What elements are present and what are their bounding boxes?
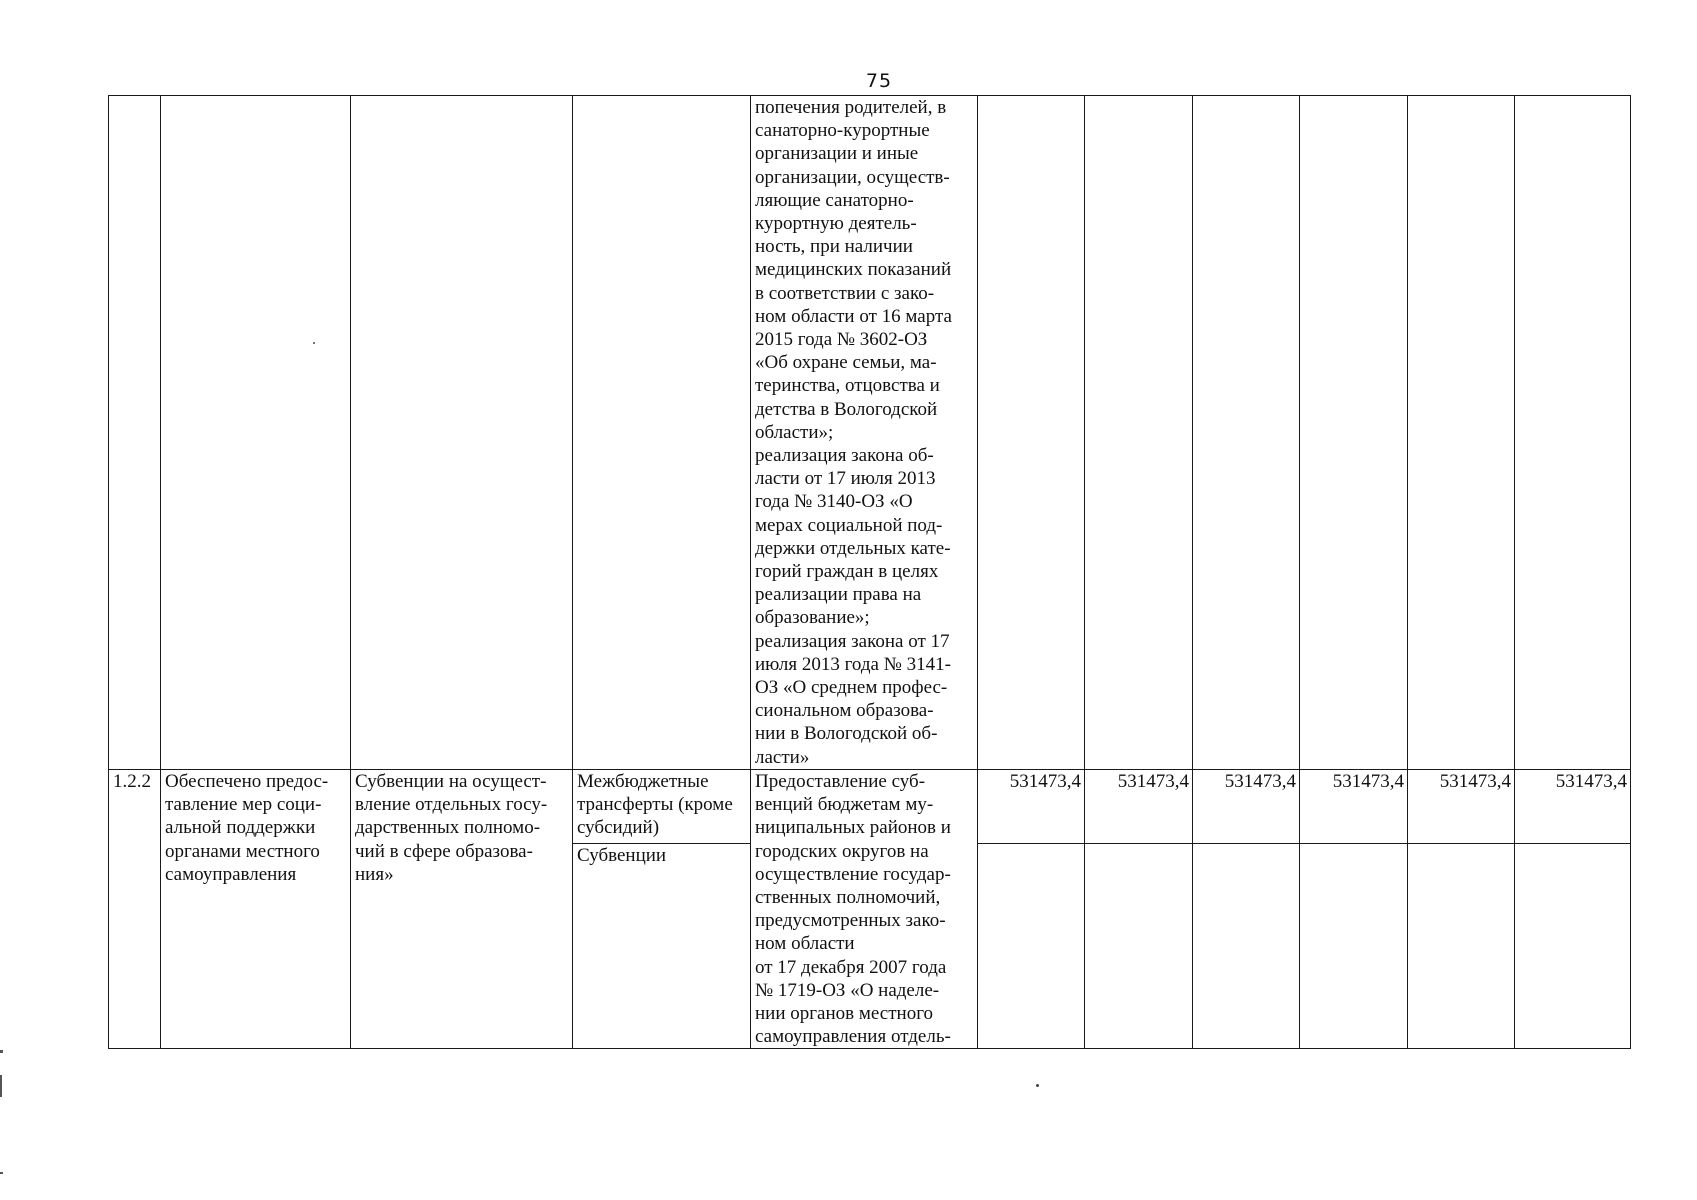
law-text-line: ласти»	[755, 746, 810, 768]
law-text-line: санаторно-курортные	[755, 120, 930, 142]
description-line: венций бюджетам му-	[755, 794, 934, 816]
law-text-line: сиональном образова-	[755, 700, 934, 722]
law-text-line: организации и иные	[755, 143, 919, 165]
empty-cell	[1515, 843, 1631, 1049]
description-line: нии органов местного	[755, 1002, 934, 1024]
measure-line: чий в сфере образова-	[355, 840, 533, 862]
result-cell	[161, 769, 351, 1048]
measure-line: дарственных полномо-	[355, 817, 541, 839]
scan-dot	[313, 342, 315, 344]
value-cell: 531473,4	[978, 769, 1085, 843]
empty-cell	[1408, 96, 1515, 770]
empty-cell	[161, 96, 351, 770]
law-text-line: ном области от 16 марта	[755, 305, 952, 327]
law-text-line: ласти от 17 июля 2013	[755, 468, 936, 490]
value-cell: 531473,4	[1193, 769, 1300, 843]
description-line: осуществление государ-	[755, 863, 951, 885]
table-row	[109, 769, 1631, 843]
description-line: от 17 декабря 2007 года	[755, 956, 947, 978]
transfer-type-line: Межбюджетные	[577, 770, 709, 792]
scan-edge-mark	[0, 1172, 3, 1174]
law-text-line: реализация закона от 17	[755, 630, 950, 652]
law-text-line: горий граждан в целях	[755, 561, 939, 583]
continuation-row	[109, 96, 1631, 770]
scan-edge-mark	[0, 1050, 3, 1053]
empty-cell	[1408, 843, 1515, 1049]
law-text-line: реализация закона об-	[755, 445, 934, 467]
law-text-line: организации, осуществ-	[755, 166, 950, 188]
transfer-type-line: субсидий)	[577, 817, 660, 839]
law-text-cell	[751, 96, 978, 770]
description-line: ниципальных районов и	[755, 817, 951, 839]
measure-cell	[351, 769, 573, 1048]
law-text-line: 2015 года № 3602-ОЗ	[755, 329, 928, 351]
empty-cell	[351, 96, 573, 770]
empty-cell	[109, 96, 161, 770]
measure-line: Субвенции на осущест-	[355, 770, 547, 792]
empty-cell	[1300, 843, 1408, 1049]
law-text-line: «Об охране семьи, ма-	[755, 352, 937, 374]
scan-dot	[1036, 1084, 1039, 1087]
value-cell: 531473,4	[1408, 769, 1515, 843]
law-text-line: детства в Вологодской	[755, 398, 938, 420]
value-cell: 531473,4	[1300, 769, 1408, 843]
transfer-type-line: трансферты (кроме	[577, 794, 733, 816]
law-text-line: мерах социальной под-	[755, 514, 943, 536]
empty-cell	[1085, 96, 1193, 770]
budget-table	[108, 95, 1631, 1049]
row-code: 1.2.2	[109, 769, 161, 1048]
law-text-line: в соответствии с зако-	[755, 282, 935, 304]
result-line: самоуправления	[165, 863, 297, 885]
law-text-line: курортную деятель-	[755, 213, 917, 235]
law-text-line: реализации права на	[755, 584, 922, 606]
law-text-line: держки отдельных кате-	[755, 537, 951, 559]
law-text-line: теринства, отцовства и	[755, 375, 940, 397]
law-text-line: нии в Вологодской об-	[755, 723, 938, 745]
description-line: городских округов на	[755, 840, 929, 862]
result-line: Обеспечено предос-	[165, 770, 329, 792]
empty-cell	[978, 843, 1085, 1049]
description-line: Предоставление суб-	[755, 770, 926, 792]
measure-line: вление отдельных госу-	[355, 794, 548, 816]
empty-cell	[1085, 843, 1193, 1049]
empty-cell	[1300, 96, 1408, 770]
value-cell: 531473,4	[1515, 769, 1631, 843]
scan-edge-mark	[0, 1075, 2, 1097]
result-line: тавление мер соци-	[165, 794, 322, 816]
law-text-line: ОЗ «О среднем профес-	[755, 677, 948, 699]
page-number: 75	[865, 70, 893, 92]
result-line: альной поддержки	[165, 817, 316, 839]
description-line: предусмотренных зако-	[755, 910, 946, 932]
law-text-line: образование»;	[755, 607, 870, 629]
description-cell	[751, 769, 978, 1048]
description-line: ственных полномочий,	[755, 886, 941, 908]
result-line: органами местного	[165, 840, 320, 862]
description-line: самоуправления отдель-	[755, 1026, 951, 1048]
law-text-line: ность, при наличии	[755, 236, 913, 258]
transfer-type-cell	[573, 769, 751, 843]
empty-cell	[978, 96, 1085, 770]
empty-cell	[1515, 96, 1631, 770]
empty-cell	[1193, 96, 1300, 770]
law-text-line: области»;	[755, 421, 834, 443]
law-text-line: июля 2013 года № 3141-	[755, 653, 951, 675]
value-cell: 531473,4	[1085, 769, 1193, 843]
description-line: ном области	[755, 933, 855, 955]
law-text-line: медицинских показаний	[755, 259, 952, 281]
description-line: № 1719-ОЗ «О наделе-	[755, 979, 940, 1001]
empty-cell	[1193, 843, 1300, 1049]
empty-cell	[573, 96, 751, 770]
measure-line: ния»	[355, 863, 394, 885]
subvention-cell: Субвенции	[573, 843, 751, 1049]
law-text-line: ляющие санаторно-	[755, 189, 914, 211]
law-text-line: года № 3140-ОЗ «О	[755, 491, 913, 513]
law-text-line: попечения родителей, в	[755, 97, 947, 118]
